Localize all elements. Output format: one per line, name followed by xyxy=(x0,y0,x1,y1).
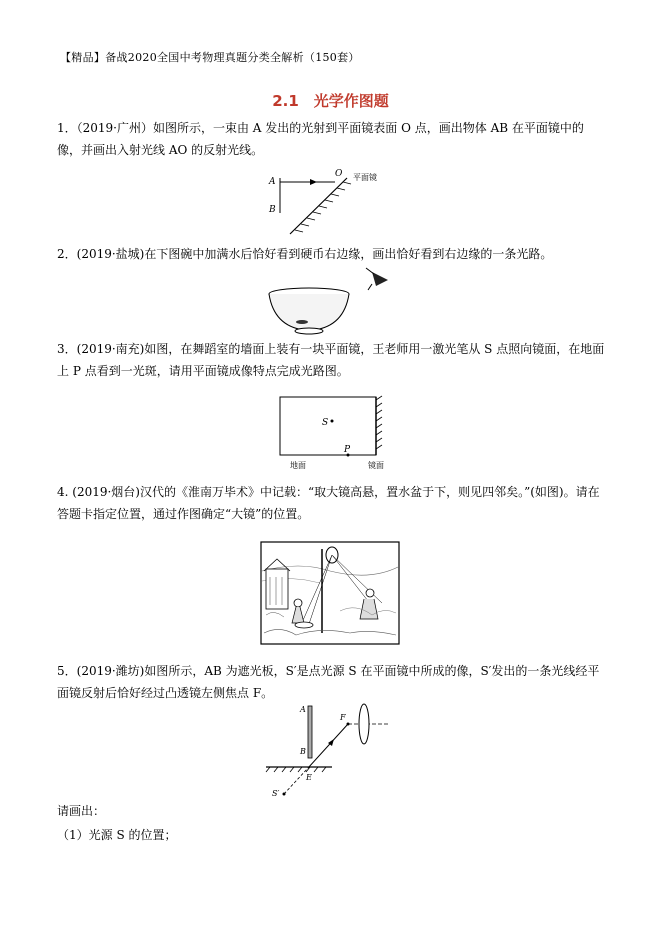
eye-icon xyxy=(366,268,388,290)
label-E: E xyxy=(306,773,312,782)
question-1-text: 1．（2019·广州）如图所示，一束由 A 发出的光射到平面镜表面 O 点，画出物体 AB 在平面镜中的像，并画出入射光线 AO 的反射光线。 xyxy=(57,121,584,157)
label-F: F xyxy=(340,713,346,722)
section-title: 2.1 光学作图题 xyxy=(272,92,389,110)
question-4-text: 4. (2019·烟台)汉代的《淮南万毕术》中记载：“取大镜高悬，置水盆于下，则见四邻矣。”(如图)。请在答题卡指定位置，通过作图确定“大镜”的位置。 xyxy=(57,485,600,521)
label-A: A xyxy=(269,177,276,187)
label-ground: 地面 xyxy=(290,461,306,470)
please-draw-label: 请画出： xyxy=(57,804,106,818)
question-2-text: 2．(2019·盐城)在下图碗中加满水后恰好看到硬币右边缘，画出恰好看到右边缘的一条光路。 xyxy=(57,247,553,261)
question-3-figure xyxy=(278,392,400,474)
question-5-text: 5．(2019·潍坊)如图所示，AB 为遮光板，S′是点光源 S 在平面镜中所成的像，S′发出的一条光线经平面镜反射后恰好经过凸透镜左侧焦点 F。 xyxy=(57,664,600,700)
label-S-prime: S′ xyxy=(272,789,280,798)
question-1-figure xyxy=(265,168,405,236)
label-O: O xyxy=(335,169,343,179)
label-mirror: 平面镜 xyxy=(353,173,377,182)
label-A: A xyxy=(300,705,306,714)
label-B: B xyxy=(300,747,306,756)
label-P: P xyxy=(344,445,351,455)
question-2-figure xyxy=(262,264,402,340)
label-B: B xyxy=(269,205,276,215)
sub-item-1: （1）光源 S 的位置； xyxy=(57,828,177,842)
label-S: S xyxy=(322,418,329,428)
label-mirror: 镜面 xyxy=(368,461,384,470)
page-header: 【精品】备战2020全国中考物理真题分类全解析（150套） xyxy=(60,51,360,64)
question-4-illustration xyxy=(260,541,400,645)
question-3-text: 3．(2019·南充)如图，在舞蹈室的墙面上装有一块平面镜，王老师用一激光笔从 S 点照向镜面，在地面上 P 点看到一光斑，请用平面镜成像特点完成光路图。 xyxy=(57,342,605,378)
question-5-figure xyxy=(262,700,412,800)
